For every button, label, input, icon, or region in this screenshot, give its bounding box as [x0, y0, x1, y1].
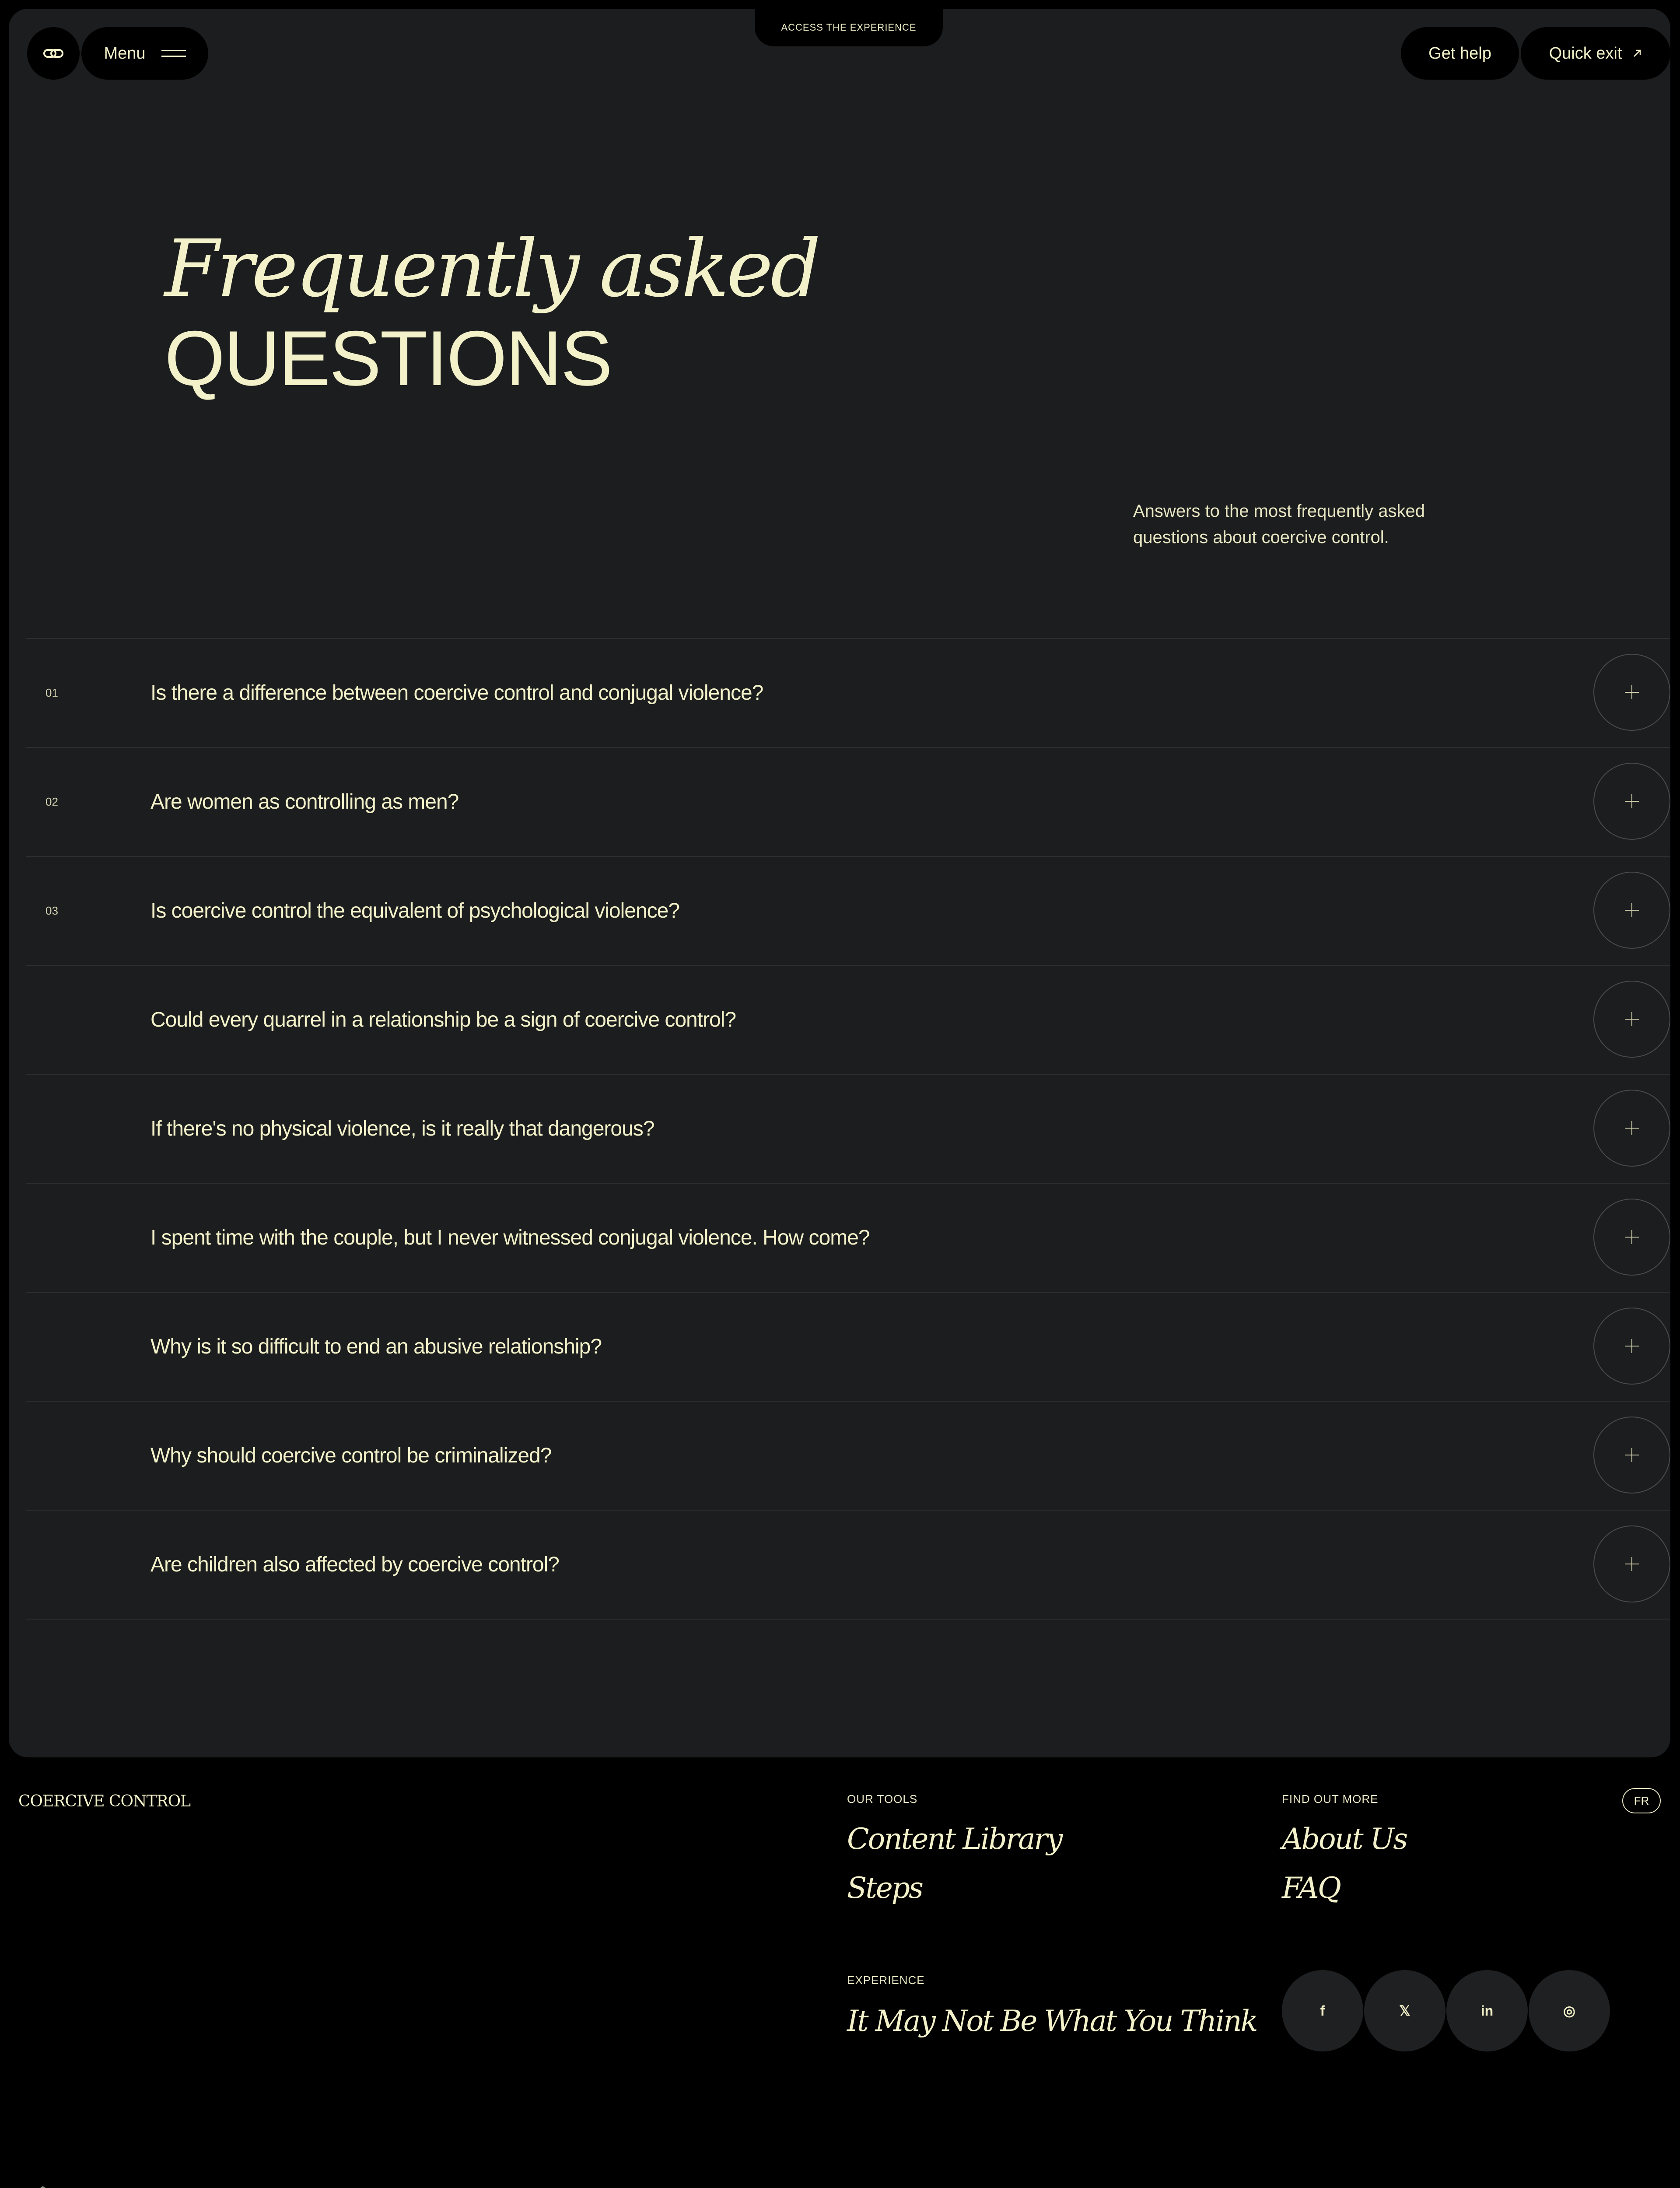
faq-item[interactable]	[26, 1402, 1670, 1511]
logo-icon	[43, 49, 63, 58]
page-title-script: Frequently asked	[164, 223, 819, 315]
our-tools-label: OUR TOOLS	[847, 1792, 918, 1806]
plus-icon	[1625, 794, 1639, 808]
faq-number: 03	[46, 904, 58, 917]
get-help-button[interactable]: Get help	[1401, 27, 1519, 80]
experience-label: EXPERIENCE	[847, 1974, 925, 1987]
plus-icon	[1625, 1339, 1639, 1353]
instagram-icon[interactable]: ◎	[1529, 1970, 1610, 2051]
faq-question[interactable]: Are children also affected by coercive control?	[150, 1553, 559, 1576]
language-toggle[interactable]: FR	[1622, 1788, 1661, 1813]
menu-button[interactable]	[81, 27, 208, 80]
quick-exit-button[interactable]	[1521, 27, 1670, 80]
arrow-up-right-icon	[1632, 49, 1642, 58]
faq-expand-button[interactable]	[1593, 1308, 1670, 1385]
faq-question[interactable]: Is there a difference between coercive control and conjugal violence?	[150, 681, 763, 705]
steps-link[interactable]: Steps	[847, 1871, 922, 1905]
home-logo-button[interactable]	[27, 27, 80, 80]
faq-question[interactable]: Why should coercive control be criminalized?	[150, 1444, 552, 1467]
faq-expand-button[interactable]	[1593, 1090, 1670, 1167]
quick-exit-label: Quick exit	[1549, 44, 1622, 63]
main-panel	[9, 9, 1670, 1757]
menu-label: Menu	[104, 44, 146, 63]
about-us-link[interactable]: About Us	[1282, 1822, 1407, 1856]
faq-expand-button[interactable]	[1593, 1199, 1670, 1276]
faq-question[interactable]: Could every quarrel in a relationship be a sign of coercive control?	[150, 1008, 736, 1031]
plus-icon	[1625, 1012, 1639, 1026]
faq-item[interactable]	[26, 966, 1670, 1075]
faq-item[interactable]	[26, 1075, 1670, 1184]
intro-line-1: Answers to the most frequently asked	[1133, 501, 1425, 521]
faq-question[interactable]: I spent time with the couple, but I never witnessed conjugal violence. How come?	[150, 1226, 870, 1249]
intro-line-2: questions about coercive control.	[1133, 528, 1389, 547]
faq-expand-button[interactable]	[1593, 1417, 1670, 1494]
plus-icon	[1625, 685, 1639, 699]
faq-question[interactable]: Are women as controlling as men?	[150, 790, 459, 813]
plus-icon	[1625, 1230, 1639, 1244]
plus-icon	[1625, 1448, 1639, 1462]
faq-item[interactable]	[26, 1184, 1670, 1293]
x-icon[interactable]: 𝕏	[1364, 1970, 1446, 2051]
hamburger-icon	[161, 50, 186, 57]
faq-item[interactable]	[26, 857, 1670, 966]
faq-item[interactable]	[26, 639, 1670, 748]
intro-text	[1133, 498, 1466, 551]
organization-emblem-icon	[18, 2184, 67, 2188]
faq-item[interactable]	[26, 748, 1670, 857]
plus-icon	[1625, 903, 1639, 917]
faq-question[interactable]: If there's no physical violence, is it really that dangerous?	[150, 1117, 654, 1140]
experience-link[interactable]: It May Not Be What You Think	[847, 2004, 1257, 2038]
linkedin-icon[interactable]: in	[1446, 1970, 1528, 2051]
page-title-caps: QUESTIONS	[164, 315, 612, 402]
faq-expand-button[interactable]	[1593, 981, 1670, 1058]
footer-brand[interactable]: COERCIVE CONTROL	[18, 1792, 191, 1810]
faq-question[interactable]: Is coercive control the equivalent of psychological violence?	[150, 899, 680, 922]
faq-link[interactable]: FAQ	[1282, 1871, 1340, 1905]
faq-item[interactable]	[26, 1511, 1670, 1620]
find-out-more-label: FIND OUT MORE	[1282, 1792, 1379, 1806]
faq-item[interactable]	[26, 1293, 1670, 1402]
faq-expand-button[interactable]	[1593, 763, 1670, 840]
plus-icon	[1625, 1121, 1639, 1135]
content-library-link[interactable]: Content Library	[847, 1822, 1062, 1856]
faq-expand-button[interactable]	[1593, 872, 1670, 949]
faq-question[interactable]: Why is it so difficult to end an abusive relationship?	[150, 1335, 602, 1358]
faq-expand-button[interactable]	[1593, 654, 1670, 731]
faq-list	[26, 638, 1670, 1620]
plus-icon	[1625, 1557, 1639, 1571]
faq-number: 02	[46, 795, 58, 808]
facebook-icon[interactable]: f	[1282, 1970, 1363, 2051]
faq-number: 01	[46, 686, 58, 699]
faq-expand-button[interactable]	[1593, 1525, 1670, 1602]
access-experience-tab[interactable]: ACCESS THE EXPERIENCE	[755, 9, 943, 46]
